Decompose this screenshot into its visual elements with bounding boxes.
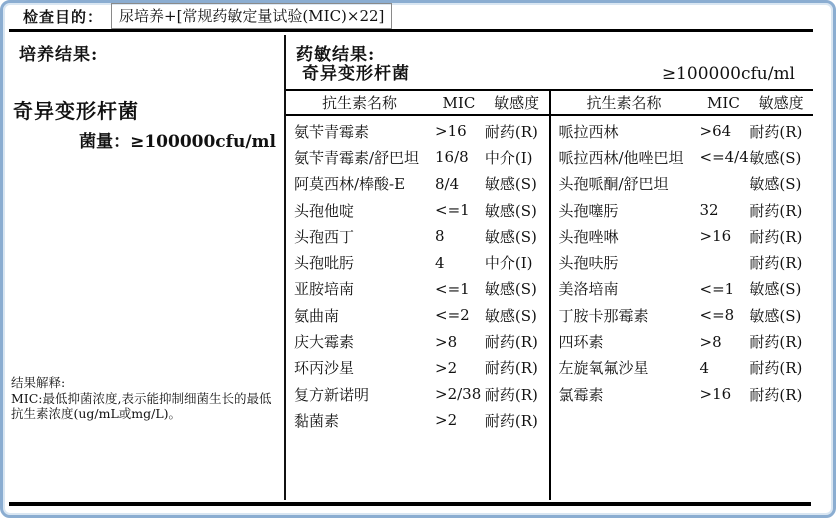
antibiotic-name-cell: 庆大霉素 <box>294 333 355 352</box>
susceptibility-title: 药敏结果: <box>296 45 376 65</box>
culture-result-panel <box>9 35 286 500</box>
table-row <box>286 144 549 170</box>
purpose-label: 检查目的： <box>23 7 104 26</box>
antibiotic-name-cell: 头孢哌酮/舒巴坦 <box>558 175 669 194</box>
antibiotic-name-cell: 左旋氧氟沙星 <box>558 359 649 378</box>
sensitivity-cell: 耐药(R) <box>749 333 803 352</box>
mic-value-cell: <=1 <box>435 279 470 298</box>
antibiotic-name-cell: 黏菌素 <box>294 411 340 430</box>
susceptibility-organism: 奇异变形杆菌 <box>302 64 410 84</box>
mic-value-cell: 32 <box>699 201 719 220</box>
mic-value-cell: >2/38 <box>435 385 482 404</box>
table-row <box>551 381 814 407</box>
antibiotic-name-cell: 头孢西丁 <box>294 227 355 246</box>
sensitivity-cell: 耐药(R) <box>749 359 803 378</box>
sensitivity-cell: 敏感(S) <box>484 201 537 220</box>
report-body <box>9 35 813 500</box>
table-row <box>551 355 814 381</box>
table-row <box>286 197 549 223</box>
mic-value-cell: 4 <box>699 358 710 377</box>
sensitivity-cell: 耐药(R) <box>749 227 803 246</box>
sensitivity-cell: 敏感(S) <box>749 280 802 299</box>
table-row <box>551 328 814 354</box>
antibiotic-name-cell: 哌拉西林/他唑巴坦 <box>558 148 684 167</box>
sensitivity-cell: 敏感(S) <box>749 148 802 167</box>
culture-title: 培养结果: <box>19 45 99 65</box>
mic-value-cell: >16 <box>699 227 732 246</box>
table-row <box>286 302 549 328</box>
column-header-sensitivity: 敏感度 <box>758 94 804 112</box>
column-header-mic: MIC <box>442 93 476 112</box>
antibiotic-name-cell: 头孢唑啉 <box>558 227 619 246</box>
mic-value-cell: <=4/4 <box>699 148 749 167</box>
column-header-mic: MIC <box>707 93 740 112</box>
table-row <box>551 249 814 275</box>
table-row <box>551 144 814 170</box>
antibiotic-name-cell: 氯霉素 <box>558 385 604 404</box>
table-row <box>551 223 814 249</box>
table-row <box>286 276 549 302</box>
column-header-sensitivity: 敏感度 <box>494 94 540 112</box>
mic-value-cell: <=2 <box>435 306 470 325</box>
column-header-antibiotic: 抗生素名称 <box>586 94 662 112</box>
sensitivity-cell: 耐药(R) <box>749 122 803 141</box>
antibiotic-name-cell: 氨苄青霉素 <box>294 122 370 141</box>
report-header <box>9 3 813 32</box>
sensitivity-cell: 耐药(R) <box>484 411 538 430</box>
mic-value-cell: >8 <box>699 332 722 351</box>
table-row <box>286 249 549 275</box>
antibiotic-name-cell: 亚胺培南 <box>294 280 355 299</box>
table-body <box>286 116 549 434</box>
table-row <box>286 355 549 381</box>
table-row <box>286 407 549 433</box>
mic-value-cell: >16 <box>435 122 467 141</box>
organism-quantity <box>13 127 278 152</box>
mic-value-cell: 16/8 <box>435 148 469 167</box>
mic-value-cell: <=1 <box>699 279 735 298</box>
sensitivity-cell: 中介(I) <box>484 254 533 273</box>
susceptibility-cfu: ≥100000cfu/ml <box>661 64 795 84</box>
antibiotic-name-cell: 头孢吡肟 <box>294 254 355 273</box>
table-row <box>286 171 549 197</box>
quantity-label: 菌量： <box>79 132 131 152</box>
table-row <box>551 276 814 302</box>
mic-value-cell: >64 <box>699 122 732 141</box>
table-row <box>286 328 549 354</box>
sensitivity-cell: 敏感(S) <box>484 227 537 246</box>
antibiotic-name-cell: 氨曲南 <box>294 306 340 325</box>
sensitivity-cell: 耐药(R) <box>484 359 538 378</box>
susceptibility-table-right <box>551 91 814 500</box>
mic-value-cell: <=8 <box>699 306 735 325</box>
antibiotic-name-cell: 头孢他啶 <box>294 201 355 220</box>
susceptibility-tables <box>286 91 813 500</box>
antibiotic-name-cell: 头孢呋肟 <box>558 254 619 273</box>
antibiotic-name-cell: 四环素 <box>558 333 604 352</box>
table-row <box>286 381 549 407</box>
antibiotic-name-cell: 哌拉西林 <box>558 122 619 141</box>
sensitivity-cell: 敏感(S) <box>749 306 802 325</box>
sensitivity-cell: 敏感(S) <box>484 175 537 194</box>
sensitivity-cell: 耐药(R) <box>749 201 803 220</box>
antibiotic-name-cell: 阿莫西林/棒酸-E <box>294 175 406 194</box>
antibiotic-name-cell: 丁胺卡那霉素 <box>558 306 649 325</box>
purpose-value: 尿培养+[常规药敏定量试验(MIC)×22] <box>111 3 392 29</box>
table-body <box>551 116 814 407</box>
sensitivity-cell: 耐药(R) <box>484 385 538 404</box>
susceptibility-organism-row <box>286 61 813 91</box>
sensitivity-cell: 敏感(S) <box>749 175 802 194</box>
mic-value-cell: 4 <box>435 253 445 272</box>
table-row <box>551 171 814 197</box>
antibiotic-name-cell: 环丙沙星 <box>294 359 355 378</box>
mic-value-cell: >2 <box>435 411 458 430</box>
table-row <box>286 223 549 249</box>
organism-name: 奇异变形杆菌 <box>13 99 139 123</box>
mic-value-cell: >8 <box>435 332 458 351</box>
notes-title: 结果解释: <box>11 375 66 390</box>
mic-value-cell: 8 <box>435 227 445 246</box>
mic-value-cell: >16 <box>699 385 732 404</box>
bottom-rule <box>9 502 811 506</box>
antibiotic-name-cell: 头孢噻肟 <box>558 201 619 220</box>
susceptibility-result-panel <box>286 35 813 500</box>
table-header <box>286 91 549 116</box>
mic-value-cell: 8/4 <box>435 174 460 193</box>
sensitivity-cell: 敏感(S) <box>484 306 537 325</box>
sensitivity-cell: 耐药(R) <box>484 333 538 352</box>
sensitivity-cell: 耐药(R) <box>749 385 803 404</box>
table-row <box>286 118 549 144</box>
table-row <box>551 302 814 328</box>
column-header-antibiotic: 抗生素名称 <box>321 94 397 112</box>
sensitivity-cell: 耐药(R) <box>484 122 538 141</box>
table-header <box>551 91 814 116</box>
sensitivity-cell: 耐药(R) <box>749 254 803 273</box>
notes-body: MIC:最低抑菌浓度,表示能抑制细菌生长的最低抗生素浓度(ug/mL或mg/L)。 <box>11 390 272 421</box>
antibiotic-name-cell: 复方新诺明 <box>294 385 370 404</box>
mic-value-cell: <=1 <box>435 201 470 220</box>
sensitivity-cell: 中介(I) <box>484 148 533 167</box>
antibiotic-name-cell: 美洛培南 <box>558 280 619 299</box>
mic-value-cell: >2 <box>435 358 458 377</box>
quantity-value: ≥100000cfu/ml <box>130 132 276 152</box>
table-row <box>551 197 814 223</box>
table-row <box>551 118 814 144</box>
susceptibility-table-left <box>286 91 551 500</box>
result-notes <box>11 376 281 421</box>
sensitivity-cell: 敏感(S) <box>484 280 537 299</box>
antibiotic-name-cell: 氨苄青霉素/舒巴坦 <box>294 148 420 167</box>
culture-organism-block <box>9 95 284 152</box>
